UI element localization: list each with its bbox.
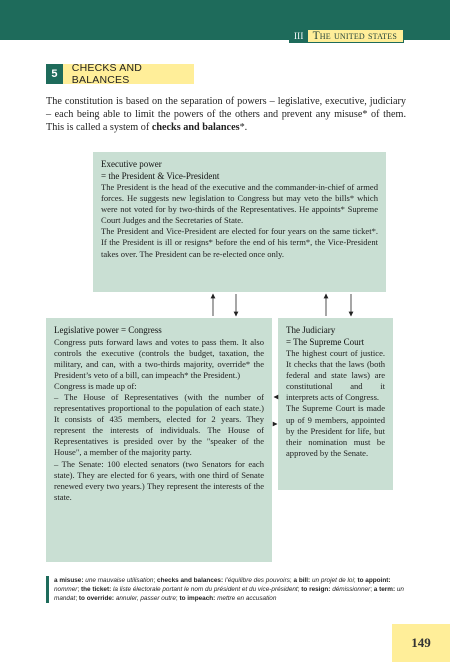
glossary: a misuse: une mauvaise utilisation; checks and balances: l’équilibre des pouvoirs; a bill: un projet de loi; to appoint: nommer; the ticket: la liste électorale portant le nom du président et du vice-président; to resign: démissionner; a term: un mandat; to override: annuler, passer outre; to impeach: mettre en accusation: [46, 576, 406, 603]
executive-power-box: [93, 152, 386, 292]
page-number: 149: [392, 624, 450, 662]
judiciary-paragraph: The highest court of justice. It checks that the laws (both federal and state laws) are constitutional and it interprets acts of Congress.: [286, 348, 385, 403]
executive-heading: Executive power: [101, 159, 162, 169]
glossary-definition: nommer: [54, 586, 78, 593]
glossary-term: the ticket:: [81, 586, 112, 593]
glossary-term: checks and balances:: [157, 577, 224, 584]
glossary-entry: [293, 577, 353, 584]
glossary-entry: [179, 595, 276, 602]
legislative-paragraph: Congress is made up of:: [54, 380, 137, 391]
chapter-title: The united states: [312, 30, 397, 42]
executive-paragraph: The President and Vice-President are elected for four years on the same ticket*. If the President is ill or resigns* before the end of his term*, the Vice-President takes over. The President can be re-elected once only.: [101, 226, 378, 259]
glossary-definition: mettre en accusation: [217, 595, 277, 602]
glossary-entry: [81, 586, 298, 593]
glossary-term: a term:: [373, 586, 396, 593]
glossary-definition: un projet de loi: [311, 577, 354, 584]
glossary-entry: [301, 586, 370, 593]
glossary-entry: [157, 577, 290, 584]
chapter-number: III: [290, 30, 308, 42]
executive-paragraph: The President is the head of the executive and the commander-in-chief of armed forces. He suggests new legislation to Congress but may veto the bills* which were not voted for by two-thirds of the Representatives. He appoints* Supreme Court Judges and the Secretaries of State.: [101, 182, 378, 226]
chapter-tab: [289, 29, 404, 43]
glossary-definition: annuler, passer outre: [115, 595, 176, 602]
glossary-definition: démissionner: [332, 586, 371, 593]
glossary-entry: [79, 595, 176, 602]
glossary-entry: [54, 577, 153, 584]
judiciary-box: [278, 318, 393, 490]
legislative-power-box: [46, 318, 272, 562]
section-heading: [46, 64, 194, 84]
intro-bold-term: checks and balances: [151, 122, 240, 133]
judiciary-paragraph: The Supreme Court is made up of 9 members, appointed by the President for life, but their nomination must be approved by the Senate.: [286, 403, 385, 458]
intro-text: The constitution is based on the separation of powers – legislative, executive, judiciary – each being able to limit the powers of the others and prevent any misuse* of them. This is called a system of: [46, 96, 406, 133]
section-title: CHECKS AND BALANCES: [71, 62, 143, 86]
executive-subheading: = the President & Vice-President: [101, 170, 220, 181]
judiciary-heading: The Judiciary: [286, 325, 336, 335]
glossary-term: to override:: [78, 595, 115, 602]
intro-paragraph: [46, 95, 406, 134]
legislative-heading: Legislative power = Congress: [54, 325, 162, 335]
section-number: 5: [46, 64, 63, 84]
legislative-paragraph: – The House of Representatives (with the number of representatives proportional to the population of each state.) It consists of 435 members, elected for 2 years. They represent the interests of individuals. The House of Representatives is presided over by the "speaker of the House", a member of the majority party.: [54, 391, 264, 458]
glossary-term: to impeach:: [179, 595, 216, 602]
legislative-paragraph: Congress puts forward laws and votes to pass them. It also controls the executive (controls the budget, taxation, the military, and can, with a two-thirds majority, override* the President’s veto of a bill, can impeach* the President.): [54, 336, 264, 380]
glossary-term: to appoint:: [357, 577, 391, 584]
glossary-term: a bill:: [293, 577, 311, 584]
legislative-paragraph: – The Senate: 100 elected senators (two Senators for each state). They are elected for 6 years, with one third of Senate renewed every two years.) They represent the interests of the state.: [54, 458, 264, 502]
glossary-definition: une mauvaise utilisation: [85, 577, 154, 584]
judiciary-subheading: = The Supreme Court: [286, 336, 365, 347]
glossary-definition: l’équilibre des pouvoirs: [224, 577, 290, 584]
glossary-term: a misuse:: [54, 577, 84, 584]
glossary-term: to resign:: [301, 586, 331, 593]
glossary-definition: la liste électorale portant le nom du président et du vice-président: [112, 586, 298, 593]
glossary-definition: un mandat: [54, 586, 404, 602]
intro-text-end: *.: [239, 122, 248, 133]
